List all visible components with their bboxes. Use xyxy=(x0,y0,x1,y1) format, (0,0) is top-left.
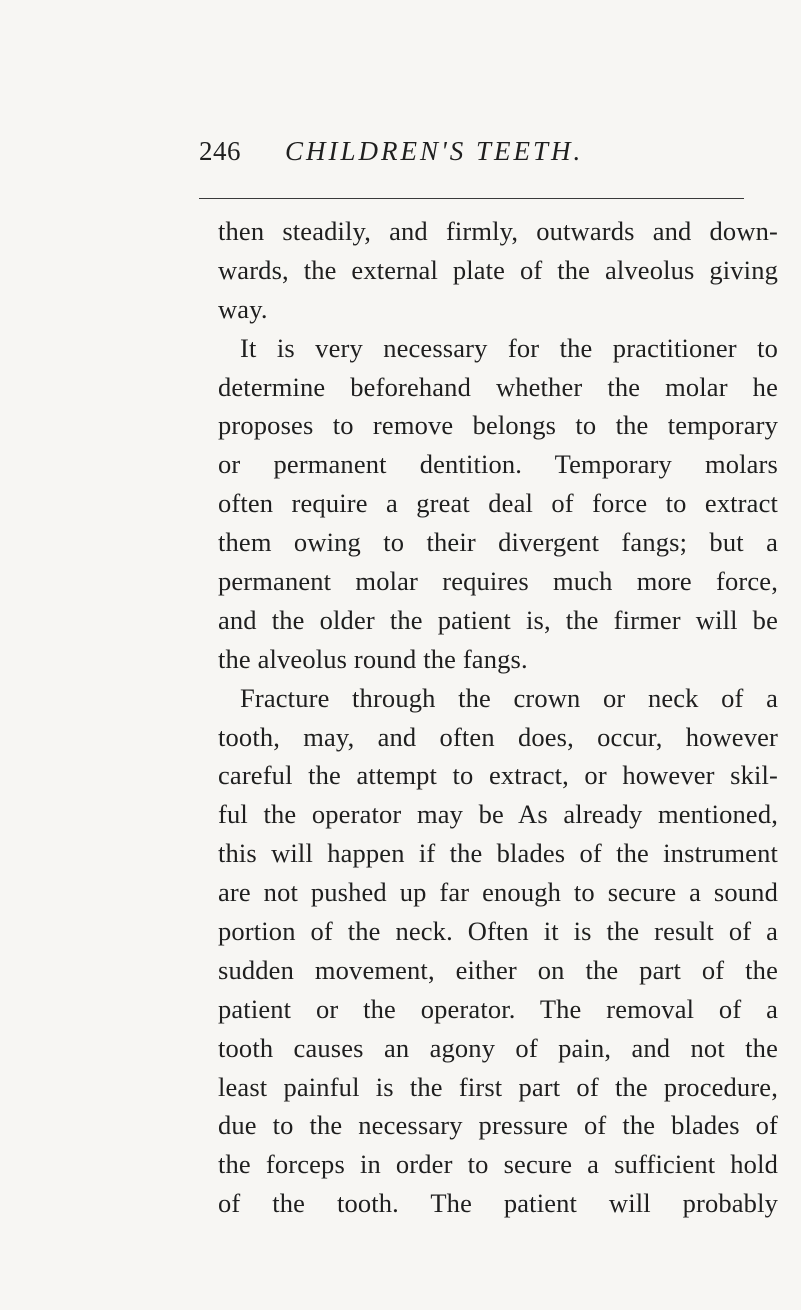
body-text xyxy=(218,212,778,1223)
text-line: or permanent dentition. Temporary molars xyxy=(218,449,778,480)
text-line: patient or the operator. The removal of a xyxy=(218,993,778,1024)
text-line: wards, the external plate of the alveolus giving xyxy=(218,254,778,285)
text-line: portion of the neck. Often it is the result of a xyxy=(218,916,778,947)
text-line: of the tooth. The patient will probably xyxy=(218,1188,778,1219)
text-line: permanent molar requires much more force, xyxy=(218,566,778,597)
text-line: the alveolus round the fangs. xyxy=(218,643,528,674)
text-line: tooth, may, and often does, occur, however xyxy=(218,721,778,752)
text-line: due to the necessary pressure of the blades of xyxy=(218,1110,778,1141)
text-line: the forceps in order to secure a sufficient hold xyxy=(218,1149,778,1180)
text-line: way. xyxy=(218,293,268,324)
page-header xyxy=(0,0,801,200)
text-line: ful the operator may be As already mentioned, xyxy=(218,799,778,830)
text-line: proposes to remove belongs to the temporary xyxy=(218,410,778,441)
text-line: It is very necessary for the practitioner to xyxy=(240,332,778,363)
text-line: this will happen if the blades of the instrument xyxy=(218,838,778,869)
text-line: tooth causes an agony of pain, and not the xyxy=(218,1032,778,1063)
text-line: Fracture through the crown or neck of a xyxy=(240,682,778,713)
text-line: careful the attempt to extract, or however skil- xyxy=(218,760,778,791)
header-rule xyxy=(199,198,744,199)
text-line: then steadily, and firmly, outwards and down- xyxy=(218,216,778,246)
text-line: often require a great deal of force to extract xyxy=(218,488,778,519)
text-line: are not pushed up far enough to secure a sound xyxy=(218,877,778,908)
text-line: determine beforehand whether the molar he xyxy=(218,371,778,402)
running-head: CHILDREN'S TEETH. xyxy=(285,136,584,166)
text-line: sudden movement, either on the part of the xyxy=(218,954,778,985)
text-line: least painful is the first part of the procedure, xyxy=(218,1071,778,1102)
page-number: 246 xyxy=(199,136,241,166)
text-line: and the older the patient is, the firmer will be xyxy=(218,604,778,635)
text-line: them owing to their divergent fangs; but a xyxy=(218,527,778,558)
